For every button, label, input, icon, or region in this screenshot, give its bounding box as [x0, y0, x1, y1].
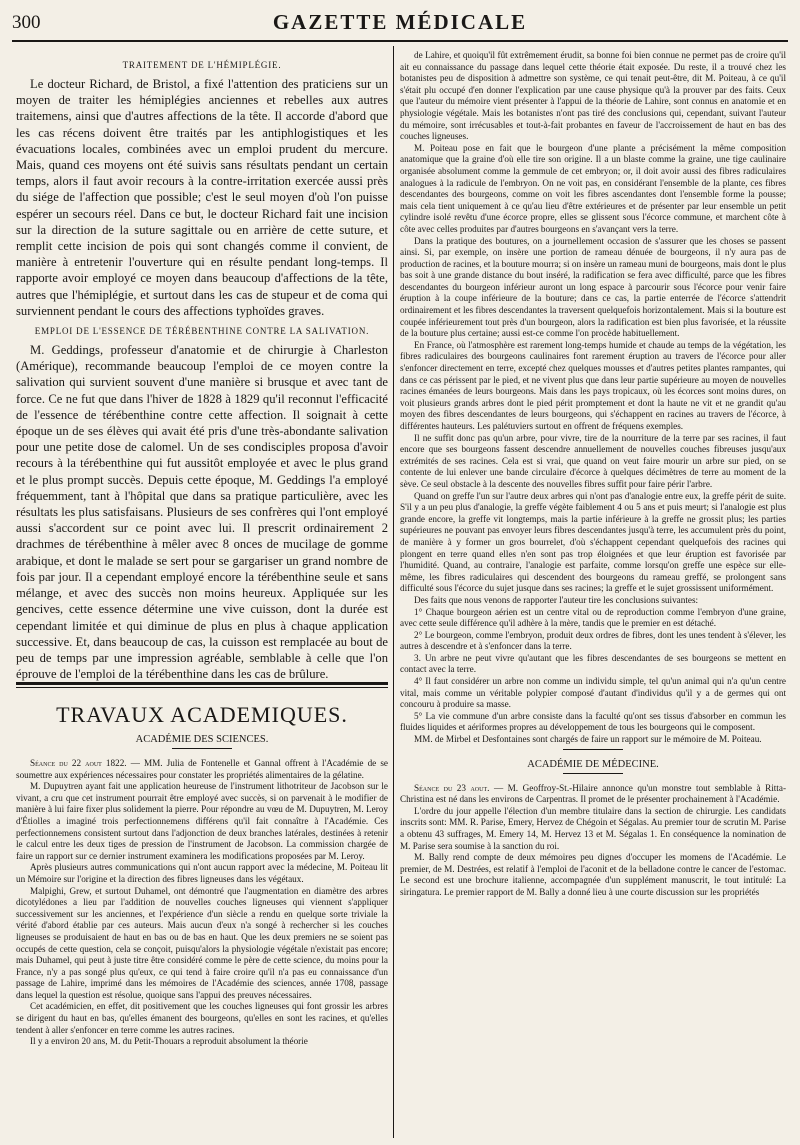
- paragraph: En France, où l'atmosphère est rarement long-temps humide et chaude au temps de la végétation, les fibres radiculaires des bourgeons caulinaires font rarement éruption au travers de l'écorce pour aller s'enfoncer directement en terre, excepté chez quelques mousses et d'autres petites plantes rampantes, qui dans ce cas périssent par le pied, et ne vivent plus que dans leur partie supérieure au moyen de nouvelles racines émanées de leurs bourgeons. Mais dans les pays tropicaux, où les écorces sont moins dures, on voit plusieurs grands arbres dont le pied périt promptement et dont la haute ne vit et ne grandit qu'au moyen des fibres descendantes de leurs bourgeons, qui s'échappent en racines au travers de l'écorce, à différentes hauteurs. Les palétuviers surtout en offrent de fréquens exemples.: [400, 339, 786, 431]
- page-number: 300: [12, 12, 41, 33]
- paragraph: Il ne suffit donc pas qu'un arbre, pour vivre, tire de la nourriture de la terre par ses racines, il faut encore que ses bourgeons fassent descendre annuellement de nouvelles couches fibreuses jusqu'aux extrémités de ses racines. Cela est si vrai, que quand on veut faire mourir un arbre sur pied, on se contente de lui enlever une bande circulaire d'écorce à quelques décimètres de terre au moment de la sève. Ce seul obstacle à la descente des nouvelles fibres suffit pour faire périr l'arbre.: [400, 432, 786, 489]
- paragraph: M. Poiteau pose en fait que le bourgeon d'une plante a précisément la même composition anatomique que la graine d'où elle tire son origine. Il a un blaste comme la graine, une tige caulinaire organisée absolument comme la gemmule de cet embryon; or, il doit avoir aussi des fibres radiculaires analogues à la radicule de l'embryon. On ne voit pas, en considérant l'ensemble de la plante, ces fibres descendantes des bourgeons, comme on voit les fibres ascendantes dont l'ensemble forme la pousse; mais cela tient uniquement à ce qu'au lieu d'être extérieures et de présenter par leur ensemble un petit cylindre isolé revêtu d'une écorce propre, elles se glissent sous l'écorce commune, et marchent côte à côte avec celles produites par d'autres bourgeons en s'avançant vers la terre.: [400, 142, 786, 234]
- paragraph: de Lahire, et quoiqu'il fût extrêmement érudit, sa bonne foi bien connue ne permet pas de croire qu'il ait eu connaissance du passage dans lequel cette théorie était exposée. Du reste, il a trouvé chez les botanistes peu de disposition à admettre son système, ce qui tenait peut-être, dit M. Poiteau, à ce qu'il s'était plu occupé d'en donner l'explication par une cause physique qu'à la prouver par des faits. Ceux que l'auteur du mémoire vient présenter à l'appui de la théorie de Lahire, sont connus en anatomie et en physiologie végétale. Mais les botanistes n'ont pas tiré des conclusions qui, cependant, suivant l'auteur du mémoire, sont irrécusables et tout-à-fait probantes en faveur de l'accroissement de haut en bas des couches ligneuses.: [400, 50, 786, 142]
- column-divider: [393, 46, 394, 1138]
- paragraph: Après plusieurs autres communications qui n'ont aucun rapport avec la médecine, M. Poiteau lit un Mémoire sur l'origine et la direction des fibres ligneuses dans les végétaux.: [16, 862, 388, 884]
- paragraph: M. Dupuytren ayant fait une application heureuse de l'instrument lithotriteur de Jacobson sur le vivant, a cru que cet instrument pourrait être employé avec succès, si on parvenait à le modifier de manière à lui faire fixer plus solidement la pierre. Pour répondre au vœu de M. Dupuytren, M. Leroy d'Étiolles a imaginé trois perfectionnemens différens qu'il fait connaître à l'Académie. Ces perfectionnemens consistent surtout dans l'adjonction de deux branches latérales, destinées à retenir le calcul entre les deux tiges de pression de l'instrument de Jacobson. La commission chargée de faire un rapport sur ce dernier instrument examinera les modifications proposées par M. Leroy.: [16, 781, 388, 861]
- academic-works-section: [16, 664, 388, 1048]
- article-terebenthine: M. Geddings, professeur d'anatomie et de chirurgie à Charleston (Amérique), recommande beaucoup l'emploi de ce moyen contre la salivation qui survient souvent d'une manière si brusque et avec tant de force. Ce ne fut que dans l'hiver de 1828 à 1829 qu'il reconnut l'efficacité de l'essence de térébenthine contre cette affection. Il soignait à cette époque un de ses élèves qui avait été pris d'une très-abondante salivation pour une petite dose de calomel. Un de ses condisciples proposa d'avoir recours à la térébenthine qui fut aussitôt employée et avec le plus grand et le plus prompt succès. Depuis cette époque, M. Geddings l'a employé fréquemment, tant à l'hôpital que dans sa pratique particulière, avec les résultats les plus satisfaisans. Plusieurs de ses confrères qui l'ont employé aussi s'accordent sur ce point avec lui. Il prescrit ordinairement 2 drachmes de térébenthine à mêler avec 8 onces de mucilage de gomme arabique, et dont le malade se sert pour se gargariser un grand nombre de fois par jour. Il a cependant employé encore la térébenthine seule et sans mélange, et avec des succès non moins heureux. Appliquée sur les gencives, cette essence détermine une vive cuisson, dont la durée est cependant limitée et qui diminue de plus en plus à chaque application successive. Et, dans beaucoup de cas, la cuisson est remplacée au bout de peu de temps par une impression agréable, semblable à celle que l'on éprouve de l'emploi de la térébenthine dans les cas de brûlure.: [16, 343, 388, 682]
- paragraph: Des faits que nous venons de rapporter l'auteur tire les conclusions suivantes:: [414, 594, 699, 605]
- short-rule: [172, 748, 232, 749]
- paragraph: Dans la pratique des boutures, on a journellement occasion de s'assurer que les choses se passent ainsi. Si, par exemple, on insère une portion de rameau dénuée de bourgeons, il n'y aura pas de production de racines, et la bouture mourra; si on insère un rameau muni de bourgeons, mais dont le plus bas soit à une grande distance du bout inséré, la radification se fera avec difficulté, parce que les fibres descendantes du bourgeon inférieur auront un long espace à parcourir sous l'écorce pour venir faire éruption à la coupe inférieure de la bouture; dans ce cas, la partie enterrée de l'écorce s'attendrit ordinairement et les fibres descendantes la traversent quelquefois horizontalement. Mais si la bouture est coupée inférieurement tout près d'un bourgeon, alors la radification est bien plus favorisée, et la réussite de la bouture plus certaine; aussi est-ce comme l'on procède habituellement.: [400, 235, 786, 339]
- short-rule: [563, 749, 623, 750]
- section-title-hemiplegie: TRAITEMENT DE L'HÉMIPLÉGIE.: [122, 60, 282, 70]
- conclusion-item: 3. Un arbre ne peut vivre qu'autant que les fibres descendantes de ses bourgeons se mettent en contact avec la terre.: [400, 652, 786, 675]
- paragraph: Malpighi, Grew, et surtout Duhamel, ont démontré que l'augmentation en diamètre des arbres dicotylédones a lieu par l'addition de nouvelles couches ligneuses qui viennent s'appliquer successivement sur les anciennes, et l'expérience d'un siècle a rendu en quelque sorte triviale la vérité d'abord établie par ces auteurs. Mais aucun d'eux n'a songé à rechercher si les couches ligneuses se produisaient de haut en bas ou de bas en haut. Que les deux premiers ne se soient pas occupés de cette question, cela se conçoit, puisqu'alors la physiologie végétale n'existait pas encore; mais Duhamel, qui peut à juste titre être considéré comme le père de cette science, du moins pour la France, n'y a pas songé plus qu'eux, ce qui tend à faire croire qu'il n'a pas eu connaissance d'un passage de Lahire, imprimé dans les mémoires de l'Académie des sciences, année 1708, passage dans lequel la question est résolue, quoique sans l'appui des preuves nécessaires.: [16, 885, 388, 1000]
- paragraph: MM. de Mirbel et Desfontaines sont chargés de faire un rapport sur le mémoire de M. Poiteau.: [414, 734, 762, 745]
- short-rule: [563, 773, 623, 774]
- seance-label: Séance du 22 aout 1822.: [30, 758, 127, 768]
- conclusion-item: 1° Chaque bourgeon aérien est un centre vital ou de reproduction comme l'embryon d'une graine, avec cette seule différence qu'il adhère à la mère, tandis que le premier en est détaché.: [400, 606, 786, 629]
- seance-paragraph: [400, 783, 786, 806]
- paragraph: Cet académicien, en effet, dit positivement que les couches ligneuses qui font grossir les arbres se dirigent du haut en bas, qu'elles émanent des bourgeons, qu'elles en sont les racines, et qu'elles tendent à aller s'enfoncer en terre comme les autres racines.: [16, 1001, 388, 1035]
- seance-paragraph: [16, 758, 388, 781]
- section-title-terebenthine: EMPLOI DE L'ESSENCE DE TÉRÉBENTHINE CONTRE LA SALIVATION.: [34, 326, 370, 337]
- academy-medecine-title: ACADÉMIE DE MÉDECINE.: [527, 758, 659, 770]
- article-hemiplegie: Le docteur Richard, de Bristol, a fixé l'attention des praticiens sur un moyen de traiter les hémiplégies anciennes et rebelles aux autres traitemens, ainsi que d'autres affections de la tête. Il accorde d'abord que les cas récens doivent être traités par les antiphlogistiques et les évacuations locales, combinées avec un emploi prudent du mercure. Mais, quand ces moyens ont été suivis sans résultats pendant un certain temps, alors il faut avoir recours à la contre-irritation exercée aussi près du siége de l'affection que possible; c'est le seul moyen d'où l'on puisse espérer un secours réel. Dans ce but, le docteur Richard fait une incision sur la direction de la suture sagittale ou en arrière de cette suture, et remplit cette incision de pois qui sont changés comme il convient, de manière à entretenir l'ouverture qui en résulte pendant long-temps. Il rapporte avoir employé ce moyen dans beaucoup d'affections de la tête, autres que l'hémiplégie, et surtout dans les cas de stupeur et de coma qui surviennent pendant le cours des affections typhoïdes graves.: [16, 77, 388, 318]
- left-column-top: [16, 52, 388, 682]
- academy-sciences-title: ACADÉMIE DES SCIENCES.: [135, 734, 269, 745]
- gazette-title: GAZETTE MÉDICALE: [272, 10, 528, 34]
- seance-label: Séance du 23 aout.: [414, 782, 490, 793]
- page-header: [12, 10, 788, 42]
- seance-text: — MM. Julia de Fontenelle et Gannal offrent à l'Académie de se soumettre aux expériences nécessaires pour constater les propriétés alimentaires de la gélatine.: [16, 758, 388, 780]
- paragraph: M. Bally rend compte de deux mémoires peu dignes d'occuper les momens de l'Académie. Le premier, de M. Destrées, est relatif à l'emploi de l'aconit et de la belladone contre le cancer de l'estomac. Le second est une brochure italienne, accompagnée d'un supplément manuscrit, le tout intitulé: La siringatura. Le premier rapport de M. Bally a donné lieu à une courte discussion sur les propriétés: [400, 852, 786, 897]
- thick-rule: [16, 682, 388, 685]
- thin-rule: [16, 687, 388, 688]
- academic-works-title: TRAVAUX ACADEMIQUES.: [56, 702, 348, 727]
- conclusion-item: 2° Le bourgeon, comme l'embryon, produit deux ordres de fibres, dont les unes tendent à s'élever, les autres à descendre et à s'enfoncer dans la terre.: [400, 629, 786, 652]
- paragraph: Il y a environ 20 ans, M. du Petit-Thouars a reproduit absolument la théorie: [30, 1036, 308, 1047]
- right-column: [400, 50, 786, 899]
- conclusion-item: 4° Il faut considérer un arbre non comme un individu simple, tel qu'un animal qui n'a qu'un centre vital, mais comme un véritable polypier composé d'autant d'individus qu'il y a de germes qui ont concouru à produire sa masse.: [400, 676, 786, 710]
- conclusion-item: 5° La vie commune d'un arbre consiste dans la faculté qu'ont ses tissus d'absorber en commun les fluides liquides et aériformes propres au développement de tous les bourgeons qui le composent.: [400, 710, 786, 733]
- paragraph: Quand on greffe l'un sur l'autre deux arbres qui n'ont pas d'analogie entre eux, la greffe périt de suite. S'il y a un peu plus d'analogie, la greffe végète faiblement 4 ou 5 ans et puis meurt; si l'analogie est plus grande encore, la greffe vit longtemps, mais la partie inférieure à la greffe ne grossit plus; les parties supérieures ne pouvant pas envoyer leurs fibres descendantes jusqu'à terre, les accumulent près du point, de manière à y former un gros bourrelet, d'où s'échappent cependant quelquefois des racines qui plongent en terre quand elles n'en sont pas trop éloignées et que leur éruption est favorisée par l'humidité. Quand, au contraire, l'analogie est parfaite, comme lorsqu'on greffe une espèce sur elle-même, les fibres radiculaires qui descendent des bourgeons du rameau greffé, se prolongent sans difficulté sous l'écorce du sujet jusque dans ses racines; la greffe et le sujet grossissent uniformément.: [400, 490, 786, 594]
- seance-text: — M. Geoffroy-St.-Hilaire annonce qu'un monstre tout semblable à Ritta-Christina est né dans les environs de Carpentras. Il promet de le présenter prochainement à l'Académie.: [400, 782, 786, 805]
- paragraph: L'ordre du jour appelle l'élection d'un membre titulaire dans la section de chirurgie. Les candidats inscrits sont: MM. R. Parise, Emery, Hervez de Chégoin et Ségalas. Au premier tour de scrutin M. Parise a obtenu 43 suffrages, M. Emery 14, M. Hervez 13 et M. Ségalas 1. En conséquence la nomination de M. Parise sera soumise à la sanction du roi.: [400, 805, 786, 851]
